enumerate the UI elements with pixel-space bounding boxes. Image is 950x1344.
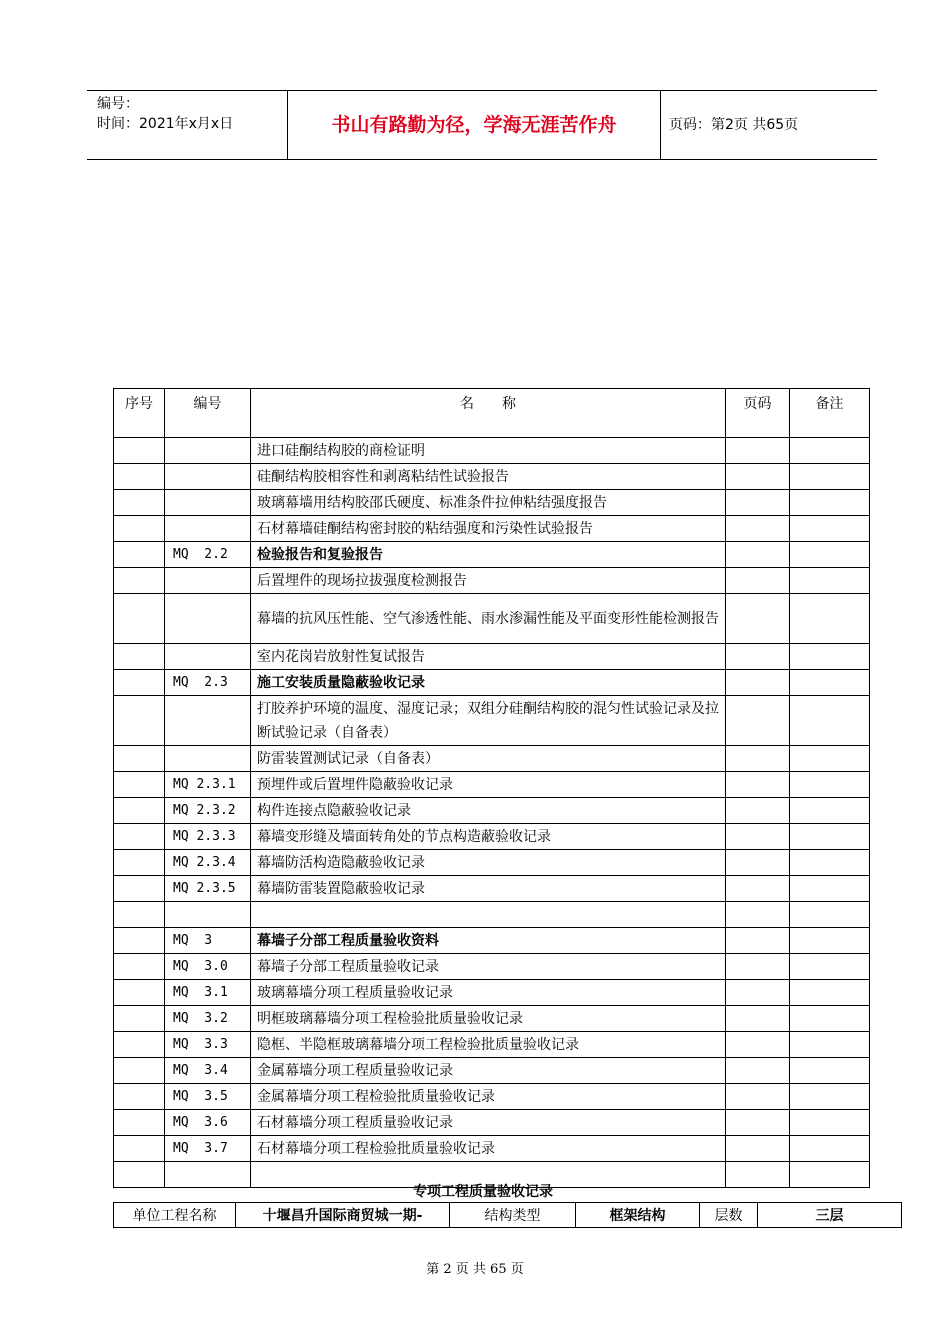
row-page (726, 696, 790, 746)
row-page (726, 928, 790, 954)
row-note (790, 542, 870, 568)
row-note (790, 954, 870, 980)
row-seq (114, 980, 165, 1006)
row-note (790, 516, 870, 542)
row-code: MQ 3 (165, 928, 251, 954)
row-seq (114, 954, 165, 980)
row-name: 石材幕墙分项工程质量验收记录 (251, 1110, 726, 1136)
row-seq (114, 594, 165, 644)
row-note (790, 696, 870, 746)
row-name: 构件连接点隐蔽验收记录 (251, 798, 726, 824)
row-code: MQ 3.2 (165, 1006, 251, 1032)
page-footer: 第 2 页 共 65 页 (426, 1262, 524, 1277)
header-page-info: 页码：第2页 共65页 (669, 117, 799, 133)
section-title: 专项工程质量验收记录 (413, 1184, 553, 1200)
row-name: 幕墙变形缝及墙面转角处的节点构造蔽验收记录 (251, 824, 726, 850)
row-name: 进口硅酮结构胶的商检证明 (251, 438, 726, 464)
table-row (114, 1006, 870, 1032)
row-note (790, 824, 870, 850)
row-name: 石材幕墙分项工程检验批质量验收记录 (251, 1136, 726, 1162)
table-row (114, 772, 870, 798)
row-name: 玻璃幕墙用结构胶邵氏硬度、标准条件拉伸粘结强度报告 (251, 490, 726, 516)
row-code (165, 516, 251, 542)
row-note (790, 746, 870, 772)
row-code (165, 746, 251, 772)
row-code: MQ 2.3.3 (165, 824, 251, 850)
row-page (726, 644, 790, 670)
row-code: MQ 3.0 (165, 954, 251, 980)
table-header-row (114, 389, 870, 438)
row-code: MQ 2.2 (165, 542, 251, 568)
row-note (790, 850, 870, 876)
number-label: 编号： (97, 96, 139, 112)
row-seq (114, 696, 165, 746)
floors-label: 层数 (700, 1203, 758, 1228)
row-name: 幕墙防雷装置隐蔽验收记录 (251, 876, 726, 902)
structure-type-label: 结构类型 (450, 1203, 576, 1228)
col-header-seq: 序号 (114, 389, 165, 438)
row-note (790, 1006, 870, 1032)
row-page (726, 850, 790, 876)
table-row (114, 1136, 870, 1162)
row-seq (114, 876, 165, 902)
row-code: MQ 3.4 (165, 1058, 251, 1084)
row-code: MQ 2.3.4 (165, 850, 251, 876)
table-row (114, 746, 870, 772)
row-note (790, 772, 870, 798)
row-page (726, 876, 790, 902)
table-row (114, 464, 870, 490)
row-page (726, 1136, 790, 1162)
row-page (726, 746, 790, 772)
floors-value: 三层 (758, 1203, 902, 1228)
row-name: 幕墙子分部工程质量验收资料 (251, 928, 726, 954)
table-row (114, 954, 870, 980)
row-note (790, 670, 870, 696)
row-seq (114, 1058, 165, 1084)
row-name: 幕墙子分部工程质量验收记录 (251, 954, 726, 980)
row-code: MQ 2.3 (165, 670, 251, 696)
table-row (114, 902, 870, 928)
col-header-page: 页码 (726, 389, 790, 438)
table-row (114, 1058, 870, 1084)
row-name: 隐框、半隐框玻璃幕墙分项工程检验批质量验收记录 (251, 1032, 726, 1058)
table-row (114, 696, 870, 746)
row-seq (114, 516, 165, 542)
row-seq (114, 542, 165, 568)
col-header-note: 备注 (790, 389, 870, 438)
row-page (726, 490, 790, 516)
table-row (114, 798, 870, 824)
row-code (165, 464, 251, 490)
row-name: 防雷装置测试记录（自备表） (251, 746, 726, 772)
row-note (790, 438, 870, 464)
row-note (790, 876, 870, 902)
table-row (114, 438, 870, 464)
row-code: MQ 2.3.2 (165, 798, 251, 824)
row-name: 明框玻璃幕墙分项工程检验批质量验收记录 (251, 1006, 726, 1032)
row-page (726, 954, 790, 980)
row-page (726, 824, 790, 850)
row-name: 石材幕墙硅酮结构密封胶的粘结强度和污染性试验报告 (251, 516, 726, 542)
row-seq (114, 746, 165, 772)
row-seq (114, 928, 165, 954)
row-seq (114, 464, 165, 490)
row-seq (114, 902, 165, 928)
row-code: MQ 3.1 (165, 980, 251, 1006)
table-row (114, 1032, 870, 1058)
row-seq (114, 490, 165, 516)
row-note (790, 1084, 870, 1110)
row-name: 硅酮结构胶相容性和剥离粘结性试验报告 (251, 464, 726, 490)
time-label: 时间：2021年x月x日 (97, 116, 234, 132)
row-code (165, 902, 251, 928)
row-page (726, 670, 790, 696)
row-seq (114, 644, 165, 670)
table-row (114, 876, 870, 902)
row-page (726, 798, 790, 824)
row-note (790, 902, 870, 928)
header-meta (87, 91, 288, 159)
table-row (114, 1084, 870, 1110)
row-page (726, 772, 790, 798)
page-header (87, 90, 877, 160)
table-row (114, 850, 870, 876)
row-code (165, 644, 251, 670)
row-page (726, 438, 790, 464)
row-page (726, 1084, 790, 1110)
header-motto: 书山有路勤为径，学海无涯苦作舟 (288, 91, 661, 159)
row-name: 玻璃幕墙分项工程质量验收记录 (251, 980, 726, 1006)
row-page (726, 542, 790, 568)
row-seq (114, 824, 165, 850)
unit-name-value: 十堰昌升国际商贸城一期- (236, 1203, 450, 1228)
row-name: 金属幕墙分项工程检验批质量验收记录 (251, 1084, 726, 1110)
row-code: MQ 3.3 (165, 1032, 251, 1058)
row-page (726, 516, 790, 542)
row-name: 幕墙的抗风压性能、空气渗透性能、雨水渗漏性能及平面变形性能检测报告 (251, 594, 726, 644)
row-note (790, 490, 870, 516)
row-page (726, 1006, 790, 1032)
row-note (790, 568, 870, 594)
table-row (114, 670, 870, 696)
row-code: MQ 2.3.5 (165, 876, 251, 902)
row-page (726, 594, 790, 644)
row-page (726, 902, 790, 928)
row-note (790, 1110, 870, 1136)
table-row (114, 516, 870, 542)
row-code (165, 696, 251, 746)
row-seq (114, 850, 165, 876)
row-code: MQ 3.6 (165, 1110, 251, 1136)
row-page (726, 1058, 790, 1084)
table-row (114, 542, 870, 568)
col-header-name: 名 称 (251, 389, 726, 438)
row-seq (114, 1136, 165, 1162)
row-code: MQ 2.3.1 (165, 772, 251, 798)
row-page (726, 1110, 790, 1136)
row-note (790, 928, 870, 954)
row-code: MQ 3.5 (165, 1084, 251, 1110)
row-page (726, 1032, 790, 1058)
row-code (165, 490, 251, 516)
row-seq (114, 1110, 165, 1136)
row-page (726, 980, 790, 1006)
row-name: 施工安装质量隐蔽验收记录 (251, 670, 726, 696)
table-row (114, 490, 870, 516)
row-page (726, 464, 790, 490)
row-name: 幕墙防活构造隐蔽验收记录 (251, 850, 726, 876)
row-note (790, 1032, 870, 1058)
unit-name-label: 单位工程名称 (114, 1203, 236, 1228)
document-index-table (113, 388, 870, 1188)
project-info-table (113, 1202, 902, 1228)
row-name: 后置埋件的现场拉拔强度检测报告 (251, 568, 726, 594)
table-row (114, 928, 870, 954)
row-note (790, 644, 870, 670)
row-name: 金属幕墙分项工程质量验收记录 (251, 1058, 726, 1084)
row-name: 检验报告和复验报告 (251, 542, 726, 568)
row-note (790, 1136, 870, 1162)
row-code (165, 438, 251, 464)
table-row (114, 568, 870, 594)
table-row (114, 1110, 870, 1136)
table-row (114, 644, 870, 670)
row-seq (114, 772, 165, 798)
row-code (165, 568, 251, 594)
row-page (726, 568, 790, 594)
row-name: 室内花岗岩放射性复试报告 (251, 644, 726, 670)
table-row (114, 980, 870, 1006)
project-info-row (114, 1203, 902, 1228)
row-code: MQ 3.7 (165, 1136, 251, 1162)
row-note (790, 594, 870, 644)
row-seq (114, 1006, 165, 1032)
row-seq (114, 1032, 165, 1058)
row-seq (114, 670, 165, 696)
row-code (165, 594, 251, 644)
row-note (790, 980, 870, 1006)
row-name (251, 902, 726, 928)
row-note (790, 464, 870, 490)
structure-type-value: 框架结构 (576, 1203, 700, 1228)
row-seq (114, 438, 165, 464)
row-name: 预埋件或后置埋件隐蔽验收记录 (251, 772, 726, 798)
row-note (790, 1058, 870, 1084)
row-note (790, 798, 870, 824)
row-seq (114, 798, 165, 824)
table-row (114, 824, 870, 850)
col-header-code: 编号 (165, 389, 251, 438)
row-seq (114, 568, 165, 594)
table-row (114, 594, 870, 644)
row-name: 打胶养护环境的温度、湿度记录；双组分硅酮结构胶的混匀性试验记录及拉断试验记录（自备表） (251, 696, 726, 746)
row-seq (114, 1084, 165, 1110)
